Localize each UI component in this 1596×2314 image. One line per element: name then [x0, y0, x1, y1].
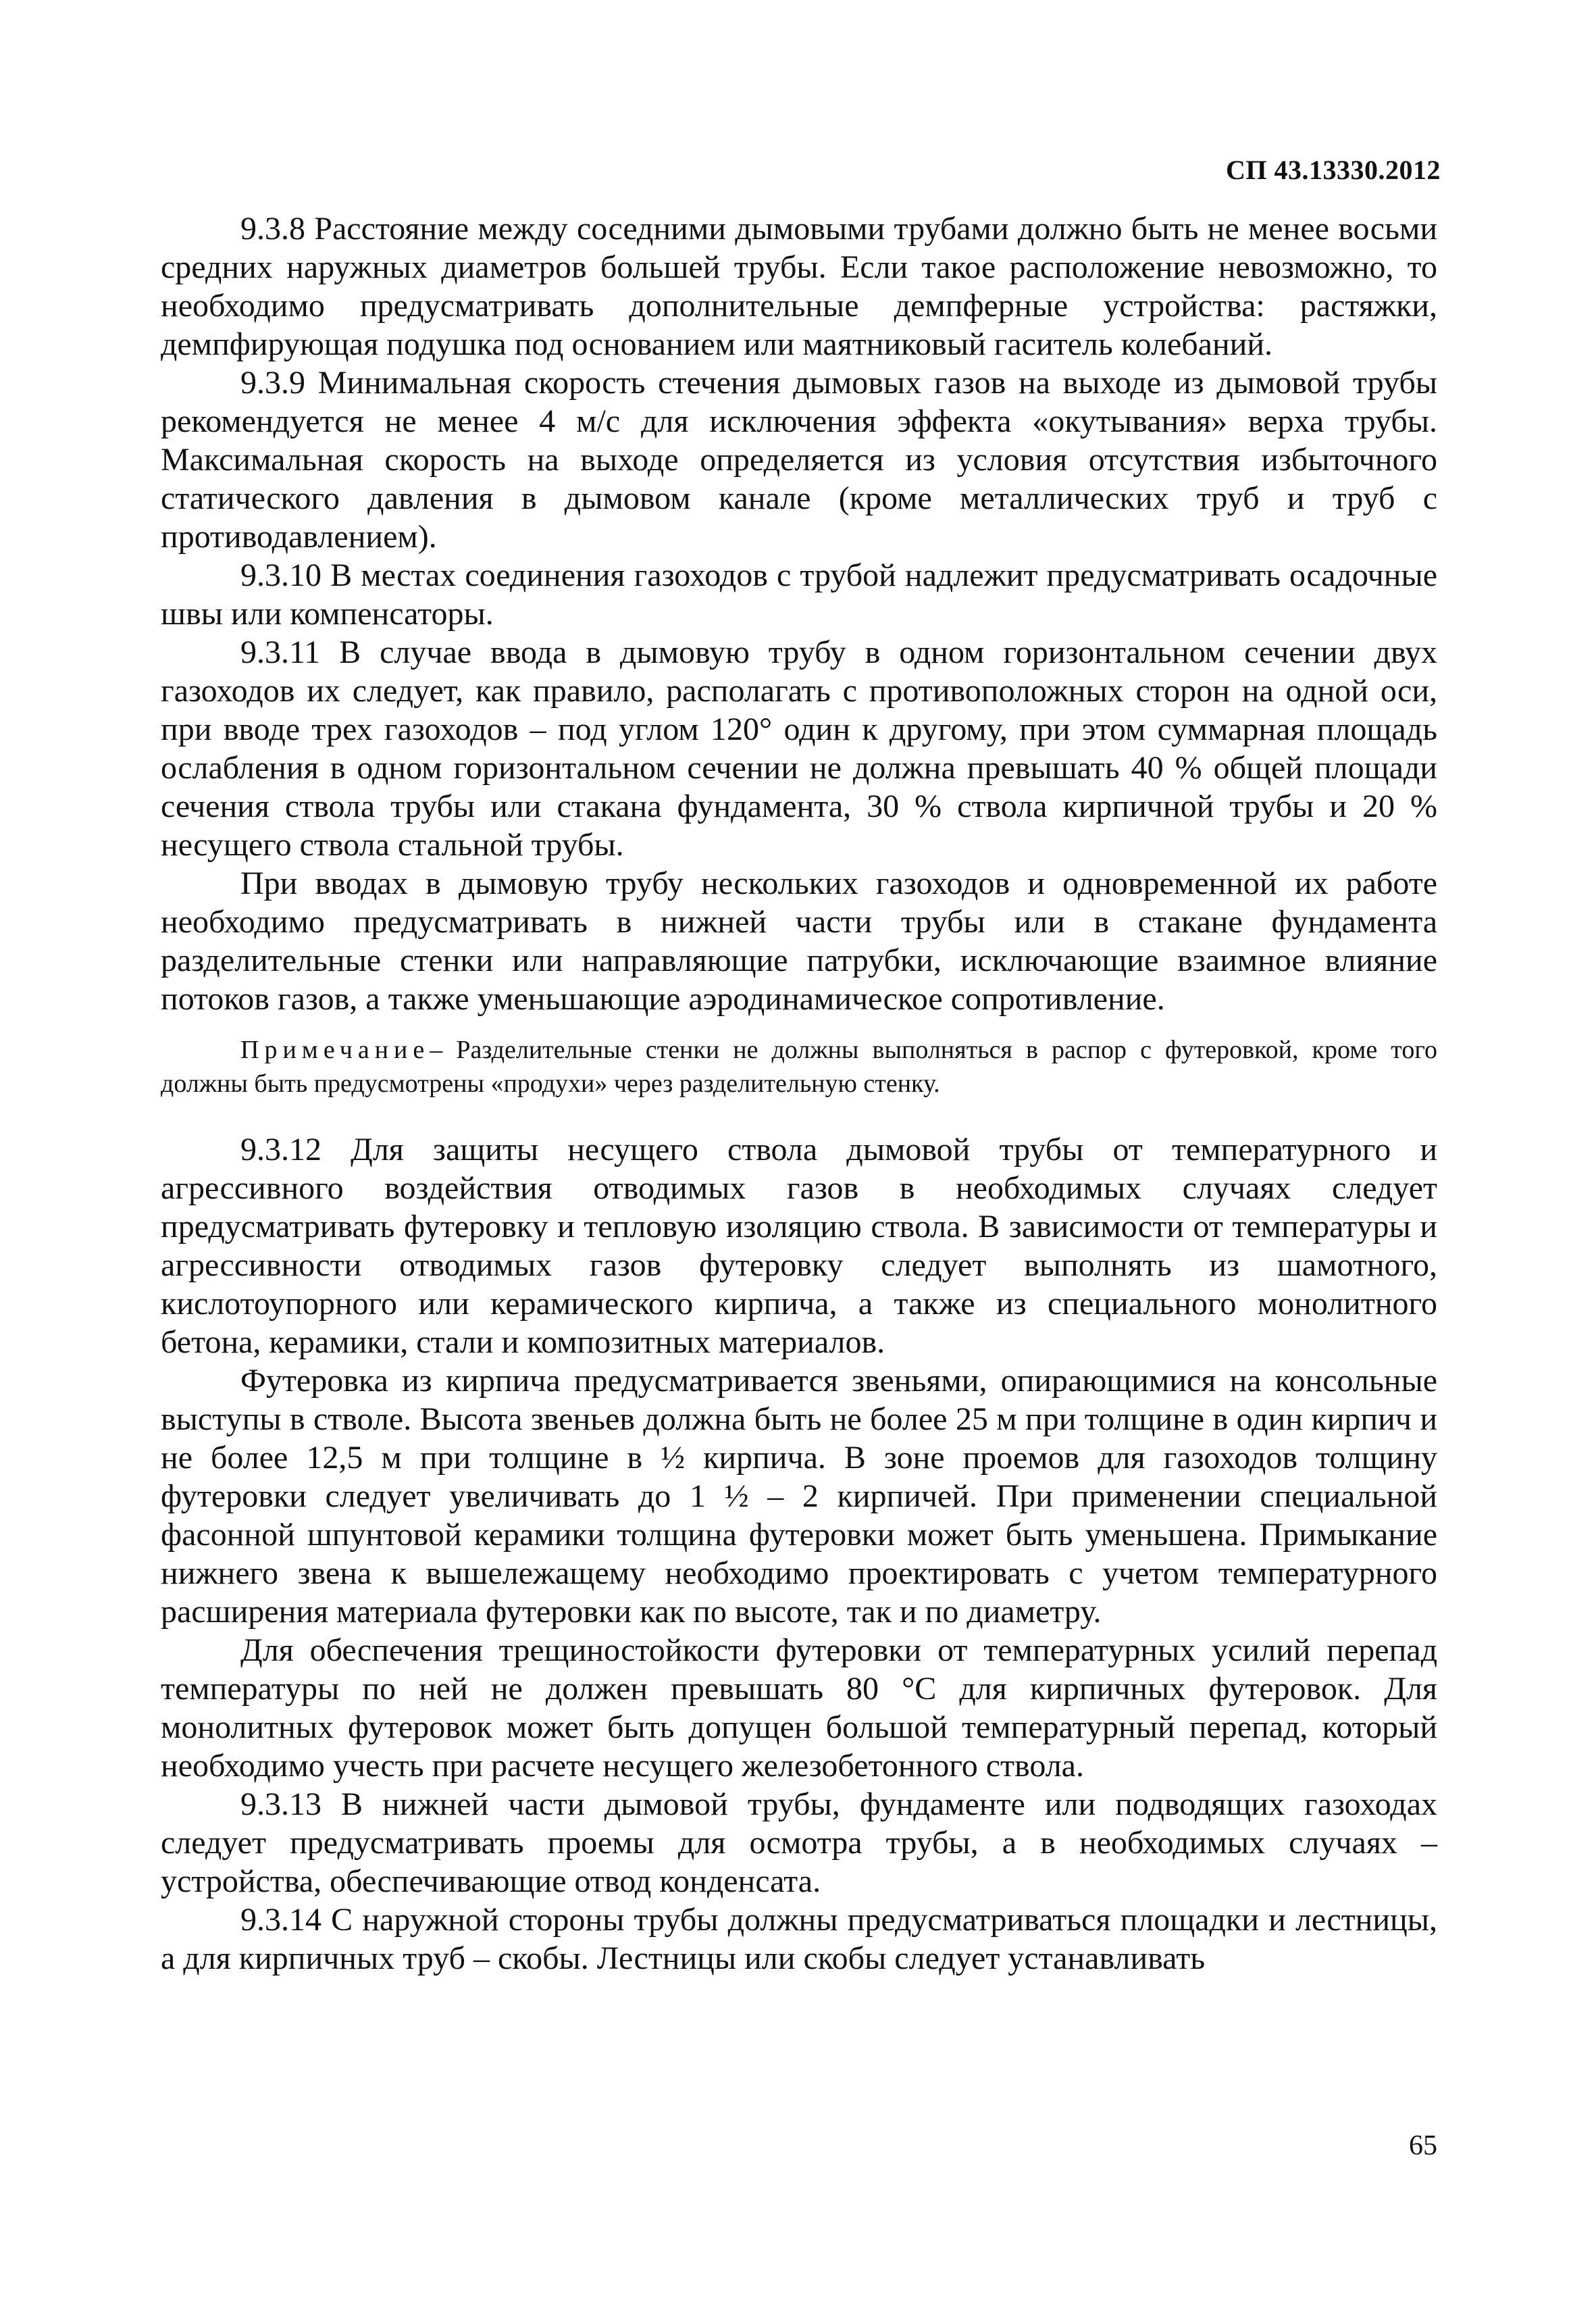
paragraph-9-3-11: 9.3.11 В случае ввода в дымовую трубу в одном горизонтальном сечении двух газоходов их следует, как правило, располагать с противоположных сторон на одной оси, при вводе трех газоходов – под углом 120° один к другому, при этом суммарная площадь ослабления в одном горизонтальном сечении не должна превышать 40 % общей площади сечения ствола трубы или стакана фундамента, 30 % ствола кирпичной трубы и 20 % несущего ствола стальной трубы.	[161, 634, 1437, 863]
paragraph-9-3-12: 9.3.12 Для защиты несущего ствола дымовой трубы от температурного и агрессивного воздействия отводимых газов в необходимых случаях следует предусматривать футеровку и тепловую изоляцию ствола. В зависимости от температуры и агрессивности отводимых газов футеровку следует выполнять из шамотного, кислотоупорного или керамического кирпича, а также из специального монолитного бетона, керамики, стали и композитных материалов.	[161, 1132, 1437, 1360]
page-number: 65	[1409, 2130, 1437, 2161]
paragraph-9-3-14: 9.3.14 С наружной стороны трубы должны предусматриваться площадки и лестницы, а для кирпичных труб – скобы. Лестницы или скобы следует устанавливать	[161, 1902, 1437, 1976]
note-label: Примечание	[240, 1036, 430, 1064]
paragraph-9-3-9: 9.3.9 Минимальная скорость стечения дымовых газов на выходе из дымовой трубы рекомендуется не менее 4 м/с для исключения эффекта «окутывания» верха трубы. Максимальная скорость на выходе определяется из условия отсутствия избыточного статического давления в дымовом канале (кроме металлических труб и труб с противодавлением).	[161, 365, 1437, 555]
paragraph-9-3-8: 9.3.8 Расстояние между соседними дымовыми трубами должно быть не менее восьми средних наружных диаметров большей трубы. Если такое расположение невозможно, то необходимо предусматривать дополнительные демпферные устройства: растяжки, демпфирующая подушка под основанием или маятниковый гаситель колебаний.	[161, 211, 1437, 362]
paragraph-9-3-10: 9.3.10 В местах соединения газоходов с трубой надлежит предусматривать осадочные швы или компенсаторы.	[161, 557, 1437, 632]
note-text: – Разделительные стенки не должны выполняться в распор с футеровкой, кроме того должны быть предусмотрены «продухи» через разделительную стенку.	[161, 1036, 1437, 1098]
note	[161, 1033, 1437, 1101]
document-code: СП 43.13330.2012	[1226, 155, 1441, 185]
paragraph-crack-resistance: Для обеспечения трещиностойкости футеровки от температурных усилий перепад температуры по ней не должен превышать 80 °C для кирпичных футеровок. Для монолитных футеровок может быть допущен большой температурный перепад, который необходимо учесть при расчете несущего железобетонного ствола.	[161, 1632, 1437, 1784]
paragraph-gas-inputs: При вводах в дымовую трубу нескольких газоходов и одновременной их работе необходимо предусматривать в нижней части трубы или в стакане фундамента разделительные стенки или направляющие патрубки, исключающие взаимное влияние потоков газов, а также уменьшающие аэродинамическое сопротивление.	[161, 865, 1437, 1017]
paragraph-brick-lining: Футеровка из кирпича предусматривается звеньями, опирающимися на консольные выступы в стволе. Высота звеньев должна быть не более 25 м при толщине в один кирпич и не более 12,5 м при толщине в ½ кирпича. В зоне проемов для газоходов толщину футеровки следует увеличивать до 1 ½ – 2 кирпичей. При применении специальной фасонной шпунтовой керамики толщина футеровки может быть уменьшена. Примыкание нижнего звена к вышележащему необходимо проектировать с учетом температурного расширения материала футеровки как по высоте, так и по диаметру.	[161, 1363, 1437, 1630]
paragraph-9-3-13: 9.3.13 В нижней части дымовой трубы, фундаменте или подводящих газоходах следует предусматривать проемы для осмотра трубы, а в необходимых случаях – устройства, обеспечивающие отвод конденсата.	[161, 1786, 1437, 1899]
document-body	[161, 209, 1437, 1978]
